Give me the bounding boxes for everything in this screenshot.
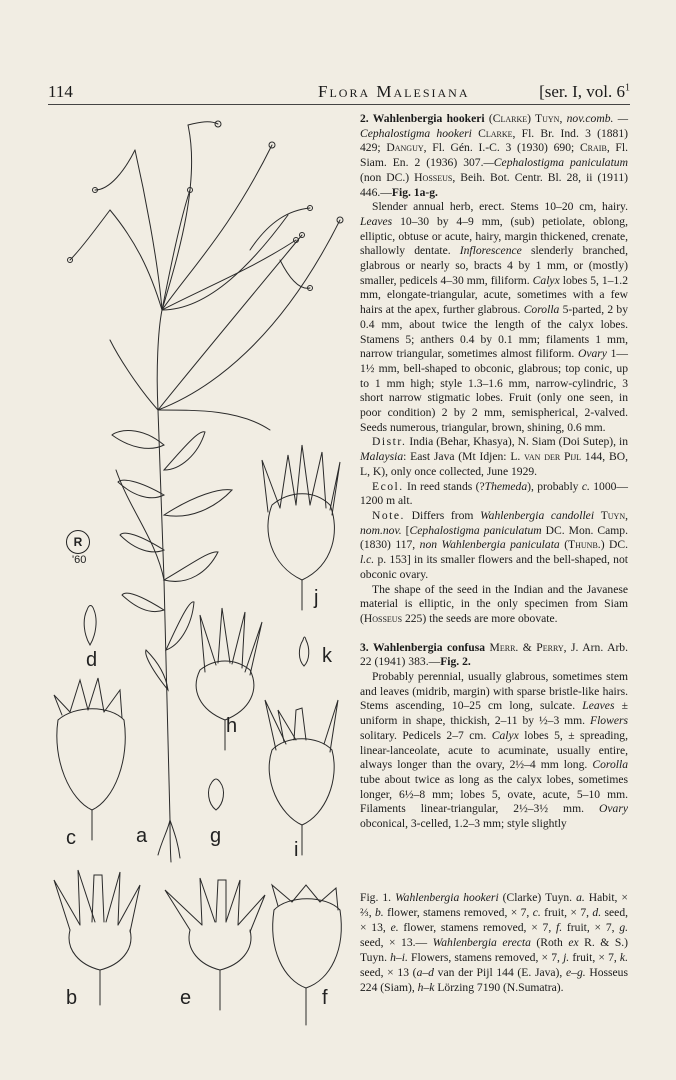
species-2-ecology: Ecol. In reed stands (?Themeda), probably c. 1000—1200 m alt. bbox=[360, 479, 628, 508]
figure-label-d: d bbox=[86, 649, 98, 671]
series-volume: [ser. I, vol. $6^1$ bbox=[539, 82, 630, 101]
figure-label-k: k bbox=[322, 645, 332, 667]
figure-label-e: e bbox=[180, 987, 192, 1009]
species-2-distribution: Distr. India (Behar, Khasya), N. Siam (Doi Sutep), in Malaysia: East Java (Mt Idjen: L. van der Pijl 144, BO, L, K), only once collected, June 1929. bbox=[360, 435, 628, 478]
artist-monogram: R '60 bbox=[66, 530, 90, 566]
running-header bbox=[48, 80, 630, 105]
plate-drawing bbox=[40, 110, 355, 1040]
figure-label-i: i bbox=[294, 839, 299, 861]
figure-label-f: f bbox=[322, 987, 328, 1009]
species-2-note: Note. Differs from Wahlenbergia candollei Tuyn, nom.nov. [Cephalostigma paniculatum DC. Mon. Camp. (1830) 117, non Wahlenbergia paniculata (Thunb.) DC. l.c. p. 153] in its smaller flowers and the bell-shaped, not obconic ovary. bbox=[360, 508, 629, 581]
figure-label-b: b bbox=[66, 987, 78, 1009]
species-3-description: Probably perennial, usually glabrous, sometimes stem and leaves (midrib, margin) with sparse bristle-like hairs. Stems ascending, 10–25 cm long, sulcate. Leaves ± uniform in shape, thickish, 2–11 by ½–3 mm. Flowers solitary. Pedicels 2–7 cm. Calyx lobes 5, ± spreading, linear-lanceolate, acute to acuminate, usually entire, always longer than the ovary, 2½–4 mm long. Corolla tube about twice as long as the calyx lobes, sometimes longer, 6½–8 mm; lobes 5, ovate, acute, 5–10 mm. Filaments linear-triangular, 2½–3½ mm. Ovary obconical, 3-celled, 1.2–3 mm; style slightly bbox=[360, 670, 628, 831]
species-2-description: Slender annual herb, erect. Stems 10–20 cm, hairy. Leaves 10–30 by 4–9 mm, (sub) petiolate, oblong, elliptic, obtuse or acute, hairy, margin thickened, crenate, shallowly dentate. Inflorescence slenderly branched, glabrous or nearly so, bracts 4 by 1 mm, or (mostly) smaller, pedicels 4–30 mm, filiform. Calyx lobes 5, 1–1.2 mm, elongate-triangular, acute, sometimes with a few hairs at the apex, further glabrous. Corolla 5-parted, 2 by 0.4 mm, about twice the length of the calyx lobes. Stamens 5; anthers 0.4 by 0.1 mm; filaments 1 mm, narrow triangular, sometimes almost filiform. Ovary 1—1½ mm, bell-shaped to obconic, glabrous; top conic, up to 1 mm high; style 1.3–1.6 mm, narrow-cylindric, 3 short narrow stigmatic lobes. Fruit (only one seen, in poor condition) 2 by 2 mm, semispherical, 2-valved. Seeds numerous, triangular, brown, shining, 0.6 mm. bbox=[360, 200, 628, 434]
figure-label-g: g bbox=[210, 825, 222, 847]
figure-label-h: h bbox=[226, 715, 238, 737]
species-3-heading: 3. Wahlenbergia confusa Merr. & Perry, J. Arn. Arb. 22 (1941) 383.—Fig. 2. bbox=[360, 640, 629, 669]
journal-title: Flora Malesiana bbox=[318, 82, 470, 101]
botanical-plate bbox=[40, 110, 355, 1040]
figure-label-a: a bbox=[136, 825, 148, 847]
page-number: 114 bbox=[48, 82, 73, 101]
species-2-note-seed: The shape of the seed in the Indian and the Javanese material is elliptic, in the only specimen from Siam (Hosseus 225) the seeds are more obovate. bbox=[360, 582, 628, 625]
species-2-heading: 2. Wahlenbergia hookeri (Clarke) Tuyn, nov.comb. —Cephalostigma hookeri Clarke, Fl. Br. Ind. 3 (1881) 429; Danguy, Fl. Gén. I.-C. 3 (1930) 690; Craib, Fl. Siam. En. 2 (1936) 307.—Cephalostigma paniculatum (non DC.) Hosseus, Beih. Bot. Centr. Bl. 28, ii (1911) 446.—Fig. 1a-g. bbox=[360, 112, 629, 199]
figure-label-j: j bbox=[314, 587, 319, 609]
species-text bbox=[360, 112, 628, 832]
figure-label-c: c bbox=[66, 827, 76, 849]
figure-caption: Fig. 1. Wahlenbergia hookeri (Clarke) Tuyn. a. Habit, × ⅔, b. flower, stamens removed, × 7, c. fruit, × 7, d. seed, × 13, e. flower, stamens removed, × 7, f. fruit, × 7, g. seed, × 13.— Wahlenbergia erecta (Roth ex R. & S.) Tuyn. h–i. Flowers, stamens removed, × 7, j. fruit, × 7, k. seed, × 13 (a–d van der Pijl 144 (E. Java), e–g. Hosseus 224 (Siam), h–k Lörzing 7190 (N.Sumatra). bbox=[360, 891, 629, 994]
